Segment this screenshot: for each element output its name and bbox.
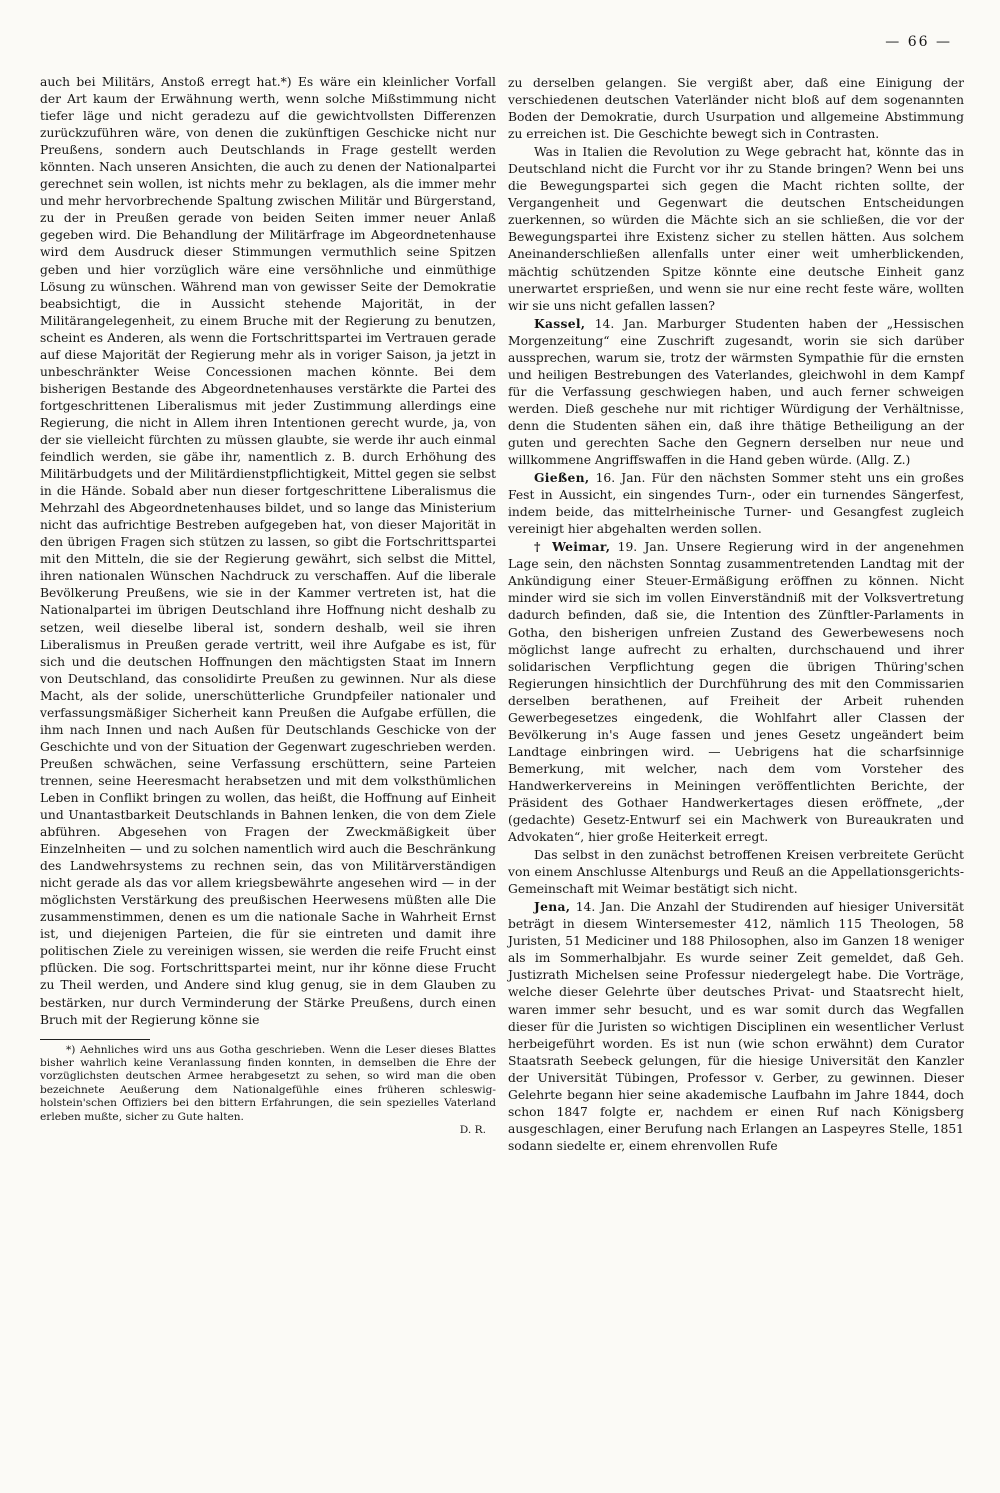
news-item-giessen: Gießen, 16. Jan. Für den nächsten Sommer steht uns ein großes Fest in Aussicht, ein singendes Turn-, oder ein turnendes Sängerfest, indem beide, das mittelrheinische Turner- und Gesangfest zugleich vereinigt hier abgehalten werden sollen. [508, 470, 964, 537]
article-paragraph: Was in Italien die Revolution zu Wege gebracht hat, könnte das in Deutschland nicht die Furcht vor ihr zu Stande bringen? Wenn bei uns die Bewegungspartei sich gegen die Macht richten sollte, der Vergangenheit und Gegenwart die deutschen Entscheidungen zuerkennen, so würden die Mächte sich an sie schließen, die vor der Bewegungspartei ihre Existenz sicher zu stellen hätten. Aus solchem Aneinanderschließen allenfalls unter einer weit umherblickenden, mächtig schützenden Spitze könnte eine deutsche Einheit ganz unerwartet ersprießen, und wenn sie nur eine recht feste wäre, wollten wir sie uns nicht gefallen lassen? [508, 145, 964, 313]
footnote-text: *) Aehnliches wird uns aus Gotha geschrieben. Wenn die Leser dieses Blattes bisher wahrlich keine Veranlassung finden konnten, in demselben die Ehre der vorzüglichsten deutschen Armee herabgesetzt zu sehen, so wird man die oben bezeichnete Aeußerung dem Nationalgefühle eines früheren schleswig-holstein'schen Offiziers bei den bittern Erfahrungen, die sein spezielles Vaterland erleben mußte, sicher zu Gute halten. [40, 1043, 496, 1123]
page-number: — 66 — [885, 34, 952, 50]
news-item-kassel: Kassel, 14. Jan. Marburger Studenten haben der „Hessischen Morgenzeitung“ eine Zuschrift zugesandt, worin sie sich darüber aussprechen, warum sie, trotz der wärmsten Sympathie für die ernsten und heiligen Bestrebungen des Vaterlandes, gleichwohl in dem Kampf für die Verfassung geschwiegen haben, und auch ferner schweigen werden. Dieß geschehe nur mit richtiger Würdigung der Verhältnisse, denn die Studenten sähen ein, daß ihre thätige Betheiligung an der guten und gerechten Sache den Gegnern derselben nur neue und willkommene Angriffswaffen in die Hand geben würde. (Allg. Z.) [508, 315, 964, 468]
footnote-signature: D. R. [459, 1124, 486, 1137]
right-column [508, 74, 964, 1155]
dateline-giessen: Gießen, [534, 470, 590, 486]
dateline-weimar: † Weimar, [534, 539, 611, 555]
news-item-jena: Jena, 14. Jan. Die Anzahl der Studirenden auf hiesiger Universität beträgt in diesem Wintersemester 412, nämlich 115 Theologen, 58 Juristen, 51 Mediciner und 188 Philosophen, also im Ganzen 18 weniger als im Sommerhalbjahr. Es wurde seiner Zeit gemeldet, daß Geh. Justizrath Michelsen seine Professur niedergelegt habe. Die Vorträge, welche dieser Gelehrte über deutsches Privat- und Staatsrecht hielt, waren immer sehr besucht, und es war somit durch das Wegfallen dieser für die Juristen so wichtigen Disciplinen ein wesentlicher Verlust herbeigeführt worden. Es ist nun (wie schon erwähnt) dem Curator Staatsrath Seebeck gelungen, für die hiesige Universität den Kanzler der Universität Tübingen, Professor v. Gerber, zu gewinnen. Dieser Gelehrte begann hier seine akademische Laufbahn im Jahre 1844, doch schon 1847 folgte er, nachdem er einen Ruf nach Königsberg ausgeschlagen, einer Berufung nach Erlangen an Laspeyres Stelle, 1851 sodann siedelte er, einem ehrenvollen Rufe [508, 899, 964, 1153]
text-columns [40, 74, 964, 1155]
news-item-weimar: † Weimar, 19. Jan. Unsere Regierung wird in der angenehmen Lage sein, den nächsten Sonntag zusammentretenden Landtag mit der Ankündigung einer Steuer-Ermäßigung eröffnen zu können. Nicht minder wird sie sich im vollen Einverständniß mit der Volksvertretung dadurch befinden, daß sie, die Intention des Zünftler-Parlaments in Gotha, den bisherigen unfreien Zustand des Gewerbewesens noch möglichst lange aufrecht zu erhalten, durchschauend und ihrer solidarischen Verpflichtung gegen die übrigen Thüring'schen Regierungen hinsichtlich der Durchführung des mit den Commissarien derselben berathenen, auf Freiheit der Arbeit ruhenden Gewerbegesetzes eingedenk, die Wohlfahrt aller Classen der Bevölkerung in's Auge fassen und jenes Gesetz ungeändert beim Landtage einbringen wird. — Uebrigens hat die scharfsinnige Bemerkung, mit welcher, nach dem vom Vorsteher des Handwerkervereins in Meiningen veröffentlichten Berichte, der Präsident des Gothaer Handwerkertages diesen eröffnete, „der (gedachte) Gesetz-Entwurf sei ein Machwerk von Bureaukraten und Advokaten“, hier große Heiterkeit erregt. [508, 539, 964, 845]
left-column [40, 74, 496, 1155]
footnote-divider [40, 1039, 150, 1040]
news-item-weimar-rumor: Das selbst in den zunächst betroffenen Kreisen verbreitete Gerücht von einem Anschlusse Altenburgs und Reuß an die Appellationsgerichts-Gemeinschaft mit Weimar bestätigt sich nicht. [508, 848, 964, 897]
dateline-kassel: Kassel, [534, 315, 586, 331]
article-paragraph: zu derselben gelangen. Sie vergißt aber, daß eine Einigung der verschiedenen deutschen Vaterländer nicht bloß auf dem sogenannten Boden der Demokratie, durch Usurpation und allgemeine Abstimmung zu erreichen ist. Die Geschichte bewegt sich in Contrasten. [508, 76, 964, 142]
dateline-jena: Jena, [534, 899, 571, 915]
article-paragraph: auch bei Militärs, Anstoß erregt hat.*) Es wäre ein kleinlicher Vorfall der Art kaum der Erwähnung werth, wenn solche Mißstimmung nicht tiefer läge und nicht geradezu auf die gewichtvollsten Differenzen zurückzuführen wäre, von denen die zukünftigen Geschicke nicht nur Preußens, sondern auch Deutschlands in Frage gestellt werden könnten. Nach unseren Ansichten, die auch zu denen der Nationalpartei gerechnet sein wollen, ist nichts mehr zu beklagen, als die immer mehr und mehr hervorbrechende Spaltung zwischen Militär und Bürgerstand, zu der in Preußen gerade von beiden Seiten immer neuer Anlaß gegeben wird. Die Behandlung der Militärfrage im Abgeordnetenhause wird dem Ausdruck dieser Stimmungen vermuthlich seine Spitzen geben und hier vorzüglich wäre eine versöhnliche und einmüthige Lösung zu wünschen. Während man von gewisser Seite der Demokratie beabsichtigt, die in Aussicht stehende Majorität, in der Militärangelegenheit, zu einem Bruche mit der Regierung zu benutzen, scheint es Anderen, als wenn die Fortschrittspartei im Vertrauen gerade auf diese Majorität der Regierung mehr als in voriger Saison, ja jetzt in unbeschränkter Weise Concessionen machen könnte. Bei dem bisherigen Bestande des Abgeordnetenhauses verstärkte die Partei des fortgeschrittenen Liberalismus mit jeder Zustimmung allerdings eine Regierung, die nicht in Allem ihren Intentionen gerecht wurde, ja, von der sie vielleicht fürchten zu müssen glaubte, sie werde ihr auch einmal feindlich werden, sie gäbe ihr, namentlich z. B. durch Erhöhung des Militärbudgets und der Militärdienstpflichtigkeit, Mittel gegen sie selbst in die Hände. Sobald aber nun dieser fortgeschrittene Liberalismus die Mehrzahl des Abgeordnetenhauses bildet, und so lange das Ministerium nicht das aufrichtige Bestreben aufgegeben hat, von dieser Majorität in den übrigen Fragen sich stützen zu lassen, so gibt die Fortschrittspartei mit den Mitteln, die sie der Regierung gewährt, sich selbst die Mittel, ihren nationalen Wünschen Nachdruck zu verschaffen. Auf die liberale Bevölkerung Preußens, wie sie in der Kammer vertreten ist, hat die Nationalpartei im übrigen Deutschland ihre Hoffnung nicht deshalb zu setzen, weil dieselbe liberal ist, sondern deshalb, weil sie ihren Liberalismus in Preußen gerade vertritt, weil ihre Aufgabe es ist, für sich und die deutschen Hoffnungen den mächtigsten Staat im Innern von Deutschland, das consolidirte Preußen zu gewinnen. Nur als diese Macht, als der solide, unerschütterliche Grundpfeiler nationaler und verfassungsmäßiger Sicherheit kann Preußen die Aufgabe erfüllen, die ihm nach Innen und nach Außen für Deutschlands Geschicke von der Geschichte und von der Situation der Gegenwart zugeschrieben werden. Preußen schwächen, seine Verfassung erschüttern, seine Parteien trennen, seine Heeresmacht herabsetzen und mit dem volksthümlichen Leben in Conflikt bringen zu wollen, das heißt, die Hoffnung auf Einheit und Unantastbarkeit Deutschlands in Bahnen lenken, die von dem Ziele abführen. Abgesehen von Fragen der Zweckmäßigkeit über Einzelnheiten — und zu solchen namentlich wird auch die Beschränkung des Landwehrsystems zu rechnen sein, das von Militärverständigen nicht gerade als das vor allem kriegsbewährte angesehen wird — in der möglichsten Verstärkung des preußischen Heerwesens müßten alle Die zusammenstimmen, denen es um die nationale Sache in Wahrheit Ernst ist, und diejenigen Parteien, die für sie eintreten und damit ihre politischen Ziele zu vereinigen wissen, sie werden die reife Frucht einst pflücken. Die sog. Fortschrittspartei meint, nur ihr könne diese Frucht zu Theil werden, und Andere sind klug genug, sie in dem Glauben zu bestärken, nur durch Verminderung der Stärke Preußens, durch einen Bruch mit der Regierung könne sie [40, 75, 496, 1027]
